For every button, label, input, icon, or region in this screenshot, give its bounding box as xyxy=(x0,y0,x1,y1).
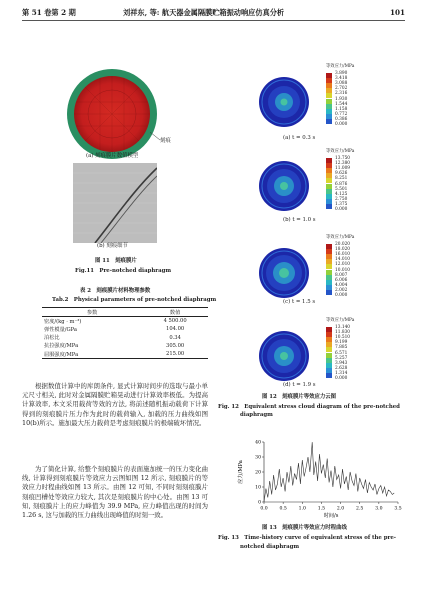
table-row xyxy=(42,325,208,333)
scale-tick: 16.010 xyxy=(335,252,351,258)
table-header-row xyxy=(42,308,208,317)
fig12-caption-en-1: Fig. 12 Equivalent stress cloud diagram of the pre-notched xyxy=(218,404,400,410)
table-row xyxy=(42,342,208,350)
scale-tick: 2.750 xyxy=(335,196,348,202)
table-row xyxy=(42,317,208,326)
fig11-caption-en: Fig.11 Pre-notched diaphragm xyxy=(75,268,172,274)
color-swatch xyxy=(326,373,332,378)
scale-tick: 5.501 xyxy=(335,186,348,192)
y-tick-label: 20 xyxy=(255,470,261,476)
x-tick-label: 1.5 xyxy=(317,506,326,512)
scale-tick: 1.375 xyxy=(335,201,348,207)
y-tick-label: 30 xyxy=(255,455,261,461)
scale-tick: 4.004 xyxy=(335,282,348,288)
fig11b-caption: (b) 刻痕细节 xyxy=(97,243,128,249)
fig11a-model-image xyxy=(56,66,168,162)
param-name: 密度/(kg · m⁻³) xyxy=(44,318,82,325)
x-tick-label: 2.5 xyxy=(356,506,364,512)
scale-tick: 1.544 xyxy=(335,101,348,107)
stress-cloud-b xyxy=(258,160,310,212)
x-tick-label: 0.0 xyxy=(260,506,268,512)
scale-tick: 1.930 xyxy=(335,96,348,102)
scale-tick: 6.571 xyxy=(335,350,348,356)
scale-tick: 0.772 xyxy=(335,111,348,117)
stress-series-line xyxy=(264,442,394,502)
table-row xyxy=(42,334,208,342)
scale-tick: 13.140 xyxy=(335,325,351,330)
tab2-title-en: Tab.2 Physical parameters of pre-notched diaphragm xyxy=(52,297,217,303)
stress-cloud-d xyxy=(258,330,310,382)
fig12b-caption: (b) t = 1.0 s xyxy=(283,217,316,223)
fig11a-caption: (a) 刻痕膜片数值模型 xyxy=(86,153,139,159)
color-swatch xyxy=(326,119,332,124)
x-tick-label: 0.5 xyxy=(279,506,287,512)
x-axis-label: 时间/s xyxy=(323,513,339,519)
param-name: 弹性模量/GPa xyxy=(44,326,77,333)
scale-tick: 2.316 xyxy=(335,91,348,97)
fig12-caption-cn: 图 12 刻痕膜片等效应力云图 xyxy=(262,394,337,400)
scale-tick: 10.010 xyxy=(335,267,351,273)
scale-title-c: 等效应力/MPa xyxy=(326,235,355,240)
y-tick-label: 10 xyxy=(255,485,261,491)
header-rule xyxy=(22,20,405,21)
scale-tick: 2.002 xyxy=(335,287,348,293)
fig12a-caption: (a) t = 0.3 s xyxy=(283,135,316,141)
scale-tick: 13.750 xyxy=(335,156,351,161)
param-value: 4 500.00 xyxy=(163,318,187,325)
param-name: 泊松比 xyxy=(44,335,60,342)
scale-tick: 1.158 xyxy=(335,106,348,112)
fig13-caption-en-2: notched diaphragm xyxy=(240,544,300,550)
page-number: 101 xyxy=(389,8,405,17)
param-value: 215.00 xyxy=(166,351,185,358)
fig12c-caption: (c) t = 1.5 s xyxy=(283,299,316,305)
parameter-table xyxy=(42,307,208,359)
scale-tick: 4.125 xyxy=(335,191,348,197)
scale-title-d: 等效应力/MPa xyxy=(326,318,355,323)
fig12-caption-en-2: diaphragm xyxy=(240,412,273,418)
scale-title-a: 等效应力/MPa xyxy=(326,64,355,69)
fig13-caption-cn: 图 13 刻痕膜片等效应力时程曲线 xyxy=(262,525,347,531)
col-header-parameter: 参数 xyxy=(86,309,98,316)
scale-tick: 0.386 xyxy=(335,116,348,122)
fig11b-notch-detail-image xyxy=(73,163,157,243)
scale-tick: 0.000 xyxy=(335,293,348,298)
scale-tick: 7.885 xyxy=(335,345,348,351)
color-swatch xyxy=(326,290,332,295)
scale-tick: 0.000 xyxy=(335,122,348,127)
body-paragraph-2: 为了简化计算, 给整个刻痕膜片的表面施加统一的压力变化曲线, 计算得到刻痕膜片等效应力云图如图 12 所示, 刻痕膜片的等效应力时程曲线如图 13 所示。由图 12 可知, 不同时刻刻痕膜片刻痕凹槽处等效应力较大, 其次是刻痕膜片的中心处。由图 13 可知, 刻痕膜片上的应力峰值为 39.9 MPa, 应力峰值出现的时间为 1.26 s, 这与加载的压力曲线出现峰值的时刻一致。 xyxy=(22,465,208,520)
scale-tick: 20.020 xyxy=(335,242,351,247)
scale-tick: 5.257 xyxy=(335,355,348,361)
x-tick-label: 3.0 xyxy=(375,506,383,512)
scale-tick: 12.010 xyxy=(335,262,351,268)
scale-tick: 2.628 xyxy=(335,365,348,371)
col-header-value: 数值 xyxy=(169,309,181,316)
scale-tick: 9.626 xyxy=(335,171,348,177)
body-paragraph-1: 根据数值计算中的库朗条件, 显式计算时间步的选取与最小单元尺寸相关, 此时对金属隔膜贮箱晃动进行计算效率极低。为提高计算效率, 本文采用载荷等效的方法, 将前述随机振动载荷下计算得到的刻痕膜片压力作为此时的载荷输入, 加载的压力曲线如图 10(b)所示。施加最大压力载荷是考虑刻痕膜片的极端破坏情况。 xyxy=(22,382,208,427)
stress-cloud-a xyxy=(258,76,310,128)
fig12d-caption: (d) t = 1.9 s xyxy=(283,382,316,388)
y-tick-label: 40 xyxy=(255,440,261,446)
param-value: 305.00 xyxy=(166,342,185,349)
scale-tick: 18.020 xyxy=(335,247,351,253)
table-row xyxy=(42,350,208,359)
scale-tick: 1.314 xyxy=(335,370,348,376)
scale-tick: 11.830 xyxy=(335,330,351,336)
x-tick-label: 2.0 xyxy=(336,506,345,512)
scale-tick: 3.088 xyxy=(335,81,348,87)
tab2-title-cn: 表 2 刻痕膜片材料物理参数 xyxy=(80,288,151,294)
param-value: 0.34 xyxy=(169,334,181,341)
scale-tick: 10.510 xyxy=(335,335,351,341)
scale-tick: 9.199 xyxy=(335,340,348,346)
scale-tick: 8.251 xyxy=(335,176,348,182)
scale-tick: 3.943 xyxy=(335,360,348,366)
scale-tick: 0.000 xyxy=(335,376,348,381)
param-name: 抗拉强度/MPa xyxy=(44,343,79,350)
scale-tick: 14.010 xyxy=(335,257,351,263)
notch-leader-label: 刻痕 xyxy=(160,138,171,144)
scale-title-b: 等效应力/MPa xyxy=(326,149,355,154)
color-swatch xyxy=(326,204,332,209)
fig13-caption-en-1: Fig. 13 Time-history curve of equivalent stress of the pre- xyxy=(218,535,397,541)
fig11-caption-cn: 图 11 刻痕膜片 xyxy=(95,258,137,264)
y-axis-label: 应力/MPa xyxy=(238,460,244,484)
scale-tick: 0.000 xyxy=(335,207,348,212)
journal-issue: 第 51 卷第 2 期 xyxy=(22,8,76,17)
param-name: 屈服强度/MPa xyxy=(44,351,79,358)
scale-tick: 11.009 xyxy=(335,166,351,172)
x-tick-label: 1.0 xyxy=(298,506,306,512)
y-tick-label: 0 xyxy=(258,500,261,506)
scale-tick: 2.702 xyxy=(335,86,348,92)
scale-tick: 3.890 xyxy=(335,71,348,76)
fig13-stress-time-chart xyxy=(234,432,414,520)
x-tick-label: 3.5 xyxy=(394,506,402,512)
stress-cloud-c xyxy=(258,247,310,299)
running-title: 刘祥东, 等: 航天器金属隔膜贮箱振动响应仿真分析 xyxy=(123,8,285,17)
scale-tick: 12.380 xyxy=(335,161,351,167)
scale-tick: 3.418 xyxy=(335,76,348,82)
scale-tick: 8.007 xyxy=(335,272,348,278)
scale-tick: 6.876 xyxy=(335,181,348,187)
param-value: 104.00 xyxy=(166,326,185,333)
scale-tick: 6.006 xyxy=(335,277,348,283)
